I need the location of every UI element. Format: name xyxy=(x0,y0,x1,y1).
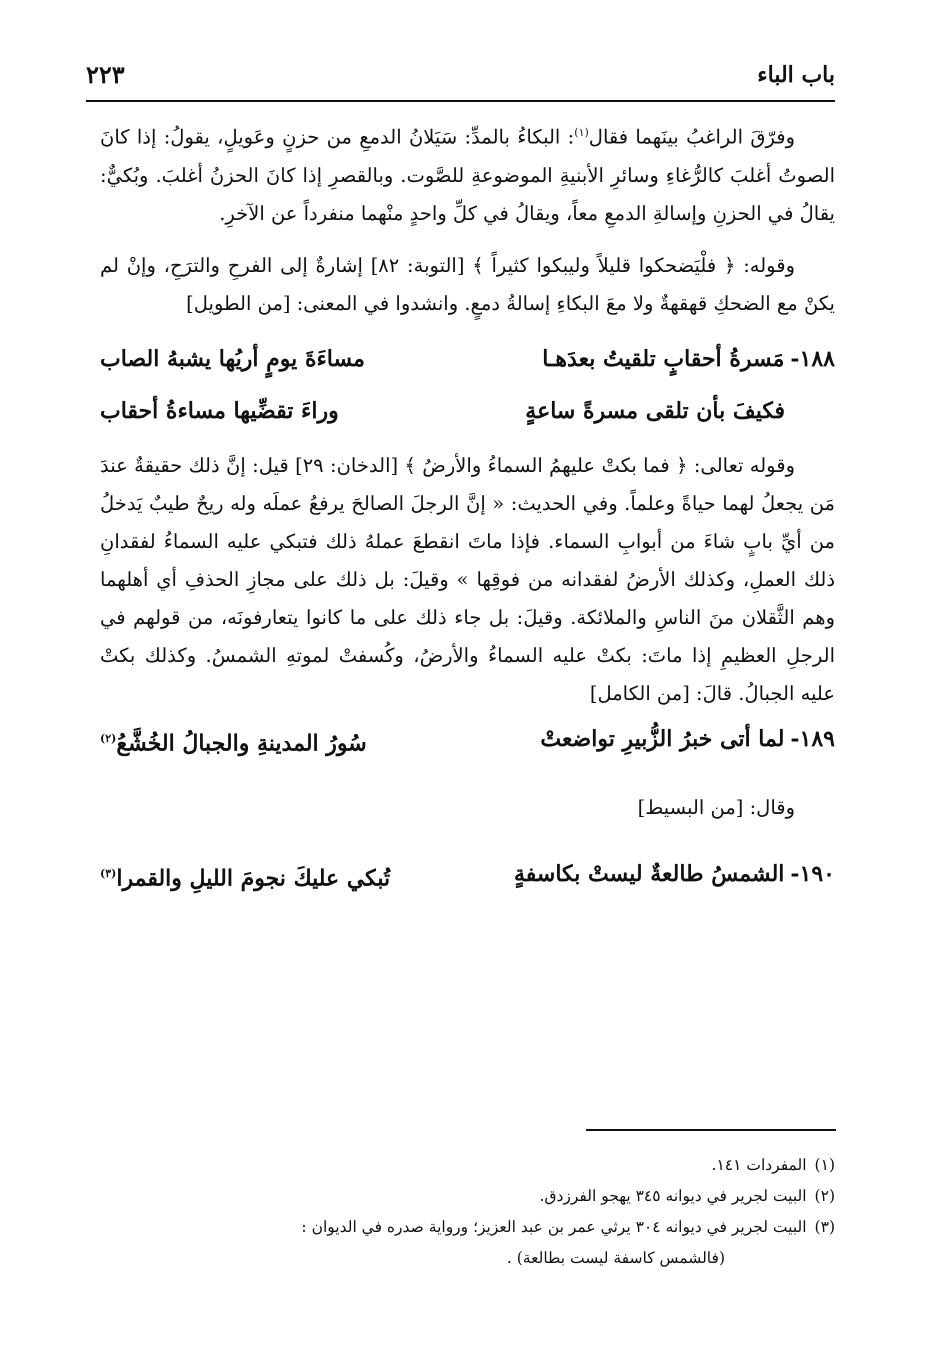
verse-188-first-hemistich: ١٨٨-مَسرةُ أحقابٍ تلقيتُ بعدَهـا xyxy=(542,345,835,372)
footnote-ref-2: (٢) xyxy=(100,731,117,745)
main-text xyxy=(100,114,835,904)
page-header xyxy=(86,52,835,102)
verse-number: ١٨٩- xyxy=(790,725,835,752)
footnote-number: (٣) xyxy=(814,1218,835,1236)
verse-number: ١٨٨- xyxy=(790,345,835,372)
footnote-ref-3: (٣) xyxy=(100,866,117,880)
verse-190-first-hemistich: ١٩٠-الشمسُ طالعةٌ ليستْ بكاسفةٍ xyxy=(513,860,835,887)
paragraph-1-rest: : البكاءُ بالمدِّ: سَيَلانُ الدمعِ من حزنٍ وعَويلٍ، يقولُ: إذا كانَ الصوتُ أغلبَ كالرُّغاءِ وسائرِ الأبنيةِ الموضوعةِ للصَّوت. وبالقصرِ إذا كانَ الحزنُ أغلبَ. وبُكيٌّ: يقالُ في الحزنِ وإسالةِ الدمعِ معاً، ويقالُ في كلِّ واحدٍ منْهما منفرداً عن الآخرِ. xyxy=(100,125,835,225)
footnote-3: (٣)البيت لجرير في ديوانه ٣٠٤ يرثي عمر بن عبد العزيز؛ ورواية صدره في الديوان : xyxy=(301,1218,835,1236)
verse-188-line-2 xyxy=(100,385,835,437)
footnote-number: (١) xyxy=(814,1156,835,1174)
verse-188-second-hemistich: مساءَةَ يومٍ أريُها يشبهُ الصاب xyxy=(100,345,365,372)
chapter-title: باب الباء xyxy=(757,62,835,88)
footnotes xyxy=(110,1150,835,1274)
verse-188b-second-hemistich: وراءَ تقضِّيها مساءةُ أحقاب xyxy=(100,397,339,424)
verse-189-first-hemistich: ١٨٩-لما أتى خبرُ الزُّبيرِ تواضعتْ xyxy=(540,725,835,752)
verse-190 xyxy=(100,848,835,904)
paragraph-1-start: وفرّقَ الراغبُ بينَهما فقال xyxy=(588,125,795,149)
verse-189-second-hemistich: سُورُ المدينةِ والجبالُ الخُشَّعُ$^{(٢)}$ xyxy=(100,729,367,756)
footnote-ref-1: (١) xyxy=(574,126,589,139)
page-number: ٢٢٣ xyxy=(86,60,125,89)
verse-188-line-1 xyxy=(100,333,835,385)
footnote-2: (٢)البيت لجرير في ديوانه ٣٤٥ يهجو الفرزدق. xyxy=(539,1187,835,1205)
paragraph-3: وقوله تعالى: ﴿ فما بكتْ عليهمُ السماءُ والأرضُ ﴾ [الدخان: ٢٩] قيل: إنَّ ذلك حقيقةٌ عندَ مَن يجعلُ لهما حياةً وعلماً. وفي الحديث: « إنَّ الرجلَ الصالحَ يرفعُ عملَه وله ريحٌ طيبٌ يَدخلُ من أيِّ بابٍ شاءَ من أبوابِ السماء. فإذا ماتَ انقطعَ عملهُ ذلك فتبكي عليه السماءُ لفقدانِ ذلك العملِ، وكذلك الأرضُ لفقدانه من فوقِها » وقيلَ: بل ذلك على مجازِ الحذفِ أي أهلهما وهم الثَّقلان منَ الناسِ والملائكة. وقيلَ: بل جاء ذلك على ما كانوا يتعارفونَه، من قولهم في الرجلِ العظيمِ إذا ماتَ: بكتْ عليه السماءُ والأرضُ، وكُسفتْ لموتهِ الشمسُ. وكذلك بكتْ عليه الجبالُ. قالَ: [من الكامل] xyxy=(100,453,835,705)
verse-number: ١٩٠- xyxy=(790,860,835,887)
footnote-1: (١)المفردات ١٤١. xyxy=(711,1156,835,1174)
paragraph-1 xyxy=(100,114,835,233)
footnote-separator xyxy=(586,1129,836,1131)
footnote-3-continuation: (فالشمس كاسفة ليست بطالعة) . xyxy=(506,1249,725,1267)
paragraph-2: وقوله: ﴿ فلْيَضحكوا قليلاً وليبكوا كثيراً ﴾ [التوبة: ٨٢] إشارةٌ إلى الفرحِ والترَحِ، وإنْ لم يكنْ مع الضحكِ قهقهةٌ ولا معَ البكاءِ إسالةُ دمعٍ. وانشدوا في المعنى: [من الطويل] xyxy=(100,253,835,315)
paragraph-4: وقال: [من البسيط] xyxy=(637,796,795,820)
footnote-number: (٢) xyxy=(814,1187,835,1205)
verse-190-second-hemistich: تُبكي عليكَ نجومَ الليلِ والقمرا$^{(٣)}$ xyxy=(100,865,391,892)
verse-189 xyxy=(100,713,835,769)
verse-188b-first-hemistich: فكيفَ بأن تلقى مسرةً ساعةٍ xyxy=(525,397,785,424)
